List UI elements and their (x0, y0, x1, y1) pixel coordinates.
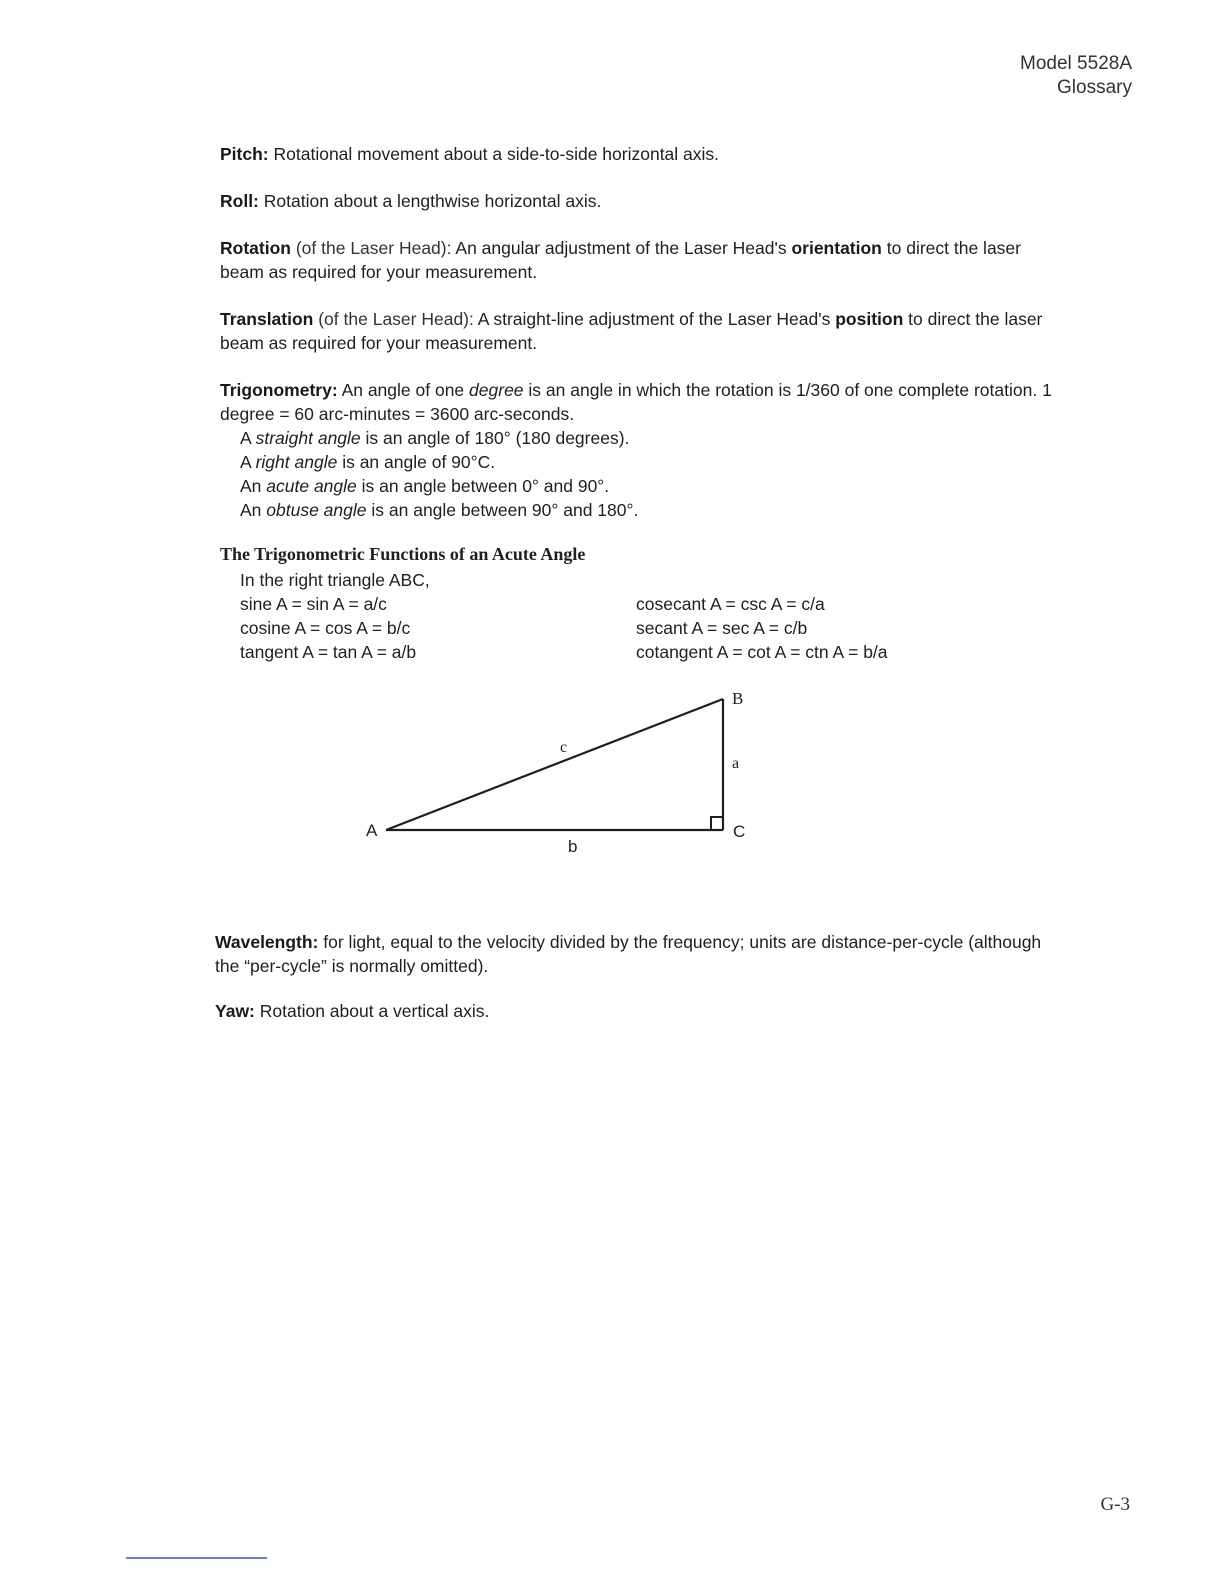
term-roll: Roll: (220, 191, 259, 211)
angle-line-acute (220, 474, 1065, 498)
side-b-label: b (568, 837, 578, 856)
angle-line-obtuse (220, 498, 1065, 522)
angle-prefix: An (240, 500, 262, 520)
entry-yaw (215, 999, 1060, 1023)
functions-right-column (636, 592, 888, 664)
entry-translation (220, 307, 1065, 355)
page-number: G-3 (1100, 1494, 1130, 1515)
angle-rest: is an angle of 180° (180 degrees). (365, 428, 630, 448)
definition-rotation-b: to direct the laser beam as required for your measurement. (220, 238, 1021, 282)
definition-translation-a: A straight-line adjustment of the Laser Head's (477, 309, 831, 329)
function-sine: sine A = sin A = a/c (240, 594, 387, 614)
qualifier-translation: (of the Laser Head): (318, 309, 474, 329)
angle-term: straight angle (255, 428, 361, 448)
vertex-b-label: B (732, 689, 744, 708)
term-wavelength: Wavelength: (215, 932, 319, 952)
side-c-line (386, 699, 723, 830)
angle-rest: is an angle between 90° and 180°. (371, 500, 639, 520)
keyword-position: position (835, 309, 904, 329)
vertex-c-label: C (733, 822, 746, 841)
term-trigonometry: Trigonometry: (220, 380, 338, 400)
angle-prefix: An (240, 476, 262, 496)
angle-rest: is an angle of 90°C. (342, 452, 496, 472)
side-c-label: c (560, 739, 568, 756)
header-section: Glossary (1057, 77, 1132, 98)
angle-line-right (220, 450, 1065, 474)
angle-term: acute angle (266, 476, 357, 496)
side-a-label: a (732, 755, 740, 772)
angle-rest: is an angle between 0° and 90°. (361, 476, 610, 496)
footer-rule (126, 1557, 267, 1559)
definition-pitch: Rotational movement about a side-to-side horizontal axis. (273, 144, 720, 164)
angle-term: obtuse angle (266, 500, 367, 520)
term-yaw: Yaw: (215, 1001, 255, 1021)
entry-roll (220, 189, 1065, 213)
angle-line-straight (220, 426, 1065, 450)
angle-prefix: A (240, 452, 251, 472)
function-cosine: cosine A = cos A = b/c (240, 618, 411, 638)
page-header (1020, 52, 1132, 100)
angle-term: right angle (255, 452, 338, 472)
term-translation: Translation (220, 309, 314, 329)
header-model: Model 5528A (1020, 53, 1132, 74)
entry-pitch (220, 142, 1065, 166)
function-cotangent: cotangent A = cot A = ctn A = b/a (636, 642, 888, 662)
entry-wavelength (215, 930, 1065, 978)
qualifier-rotation: (of the Laser Head): (295, 238, 452, 258)
definition-wavelength: for light, equal to the velocity divided by the frequency; units are distance-per-cycle (although the “per-cycle” is normally omitted). (215, 932, 1042, 976)
functions-intro: In the right triangle ABC, (240, 570, 430, 590)
trigonometry-text-a: An angle of one (341, 380, 465, 400)
right-triangle-diagram (360, 684, 760, 869)
definition-yaw: Rotation about a vertical axis. (259, 1001, 490, 1021)
entry-rotation (220, 236, 1065, 284)
angle-prefix: A (240, 428, 251, 448)
functions-heading: The Trigonometric Functions of an Acute Angle (220, 544, 586, 564)
trigonometry-degree-word: degree (469, 380, 524, 400)
function-cosecant: cosecant A = csc A = c/a (636, 594, 825, 614)
trigonometry-text-b: is an angle in which the rotation is 1/360 of one complete rotation. 1 degree = 60 arc-minutes = 3600 arc-seconds. (220, 380, 1052, 424)
function-tangent: tangent A = tan A = a/b (240, 642, 417, 662)
vertex-a-label: A (366, 821, 378, 840)
trigonometry-definition (220, 378, 1065, 426)
definition-rotation-a: An angular adjustment of the Laser Head's (455, 238, 787, 258)
right-angle-mark (711, 817, 723, 830)
definition-roll: Rotation about a lengthwise horizontal axis. (263, 191, 602, 211)
definition-translation-b: to direct the laser beam as required for your measurement. (220, 309, 1043, 353)
functions-left-column (240, 568, 430, 664)
term-rotation: Rotation (220, 238, 291, 258)
term-pitch: Pitch: (220, 144, 269, 164)
function-secant: secant A = sec A = c/b (636, 618, 808, 638)
triangle-svg (360, 684, 760, 864)
entry-trigonometry (220, 378, 1065, 522)
keyword-orientation: orientation (791, 238, 882, 258)
